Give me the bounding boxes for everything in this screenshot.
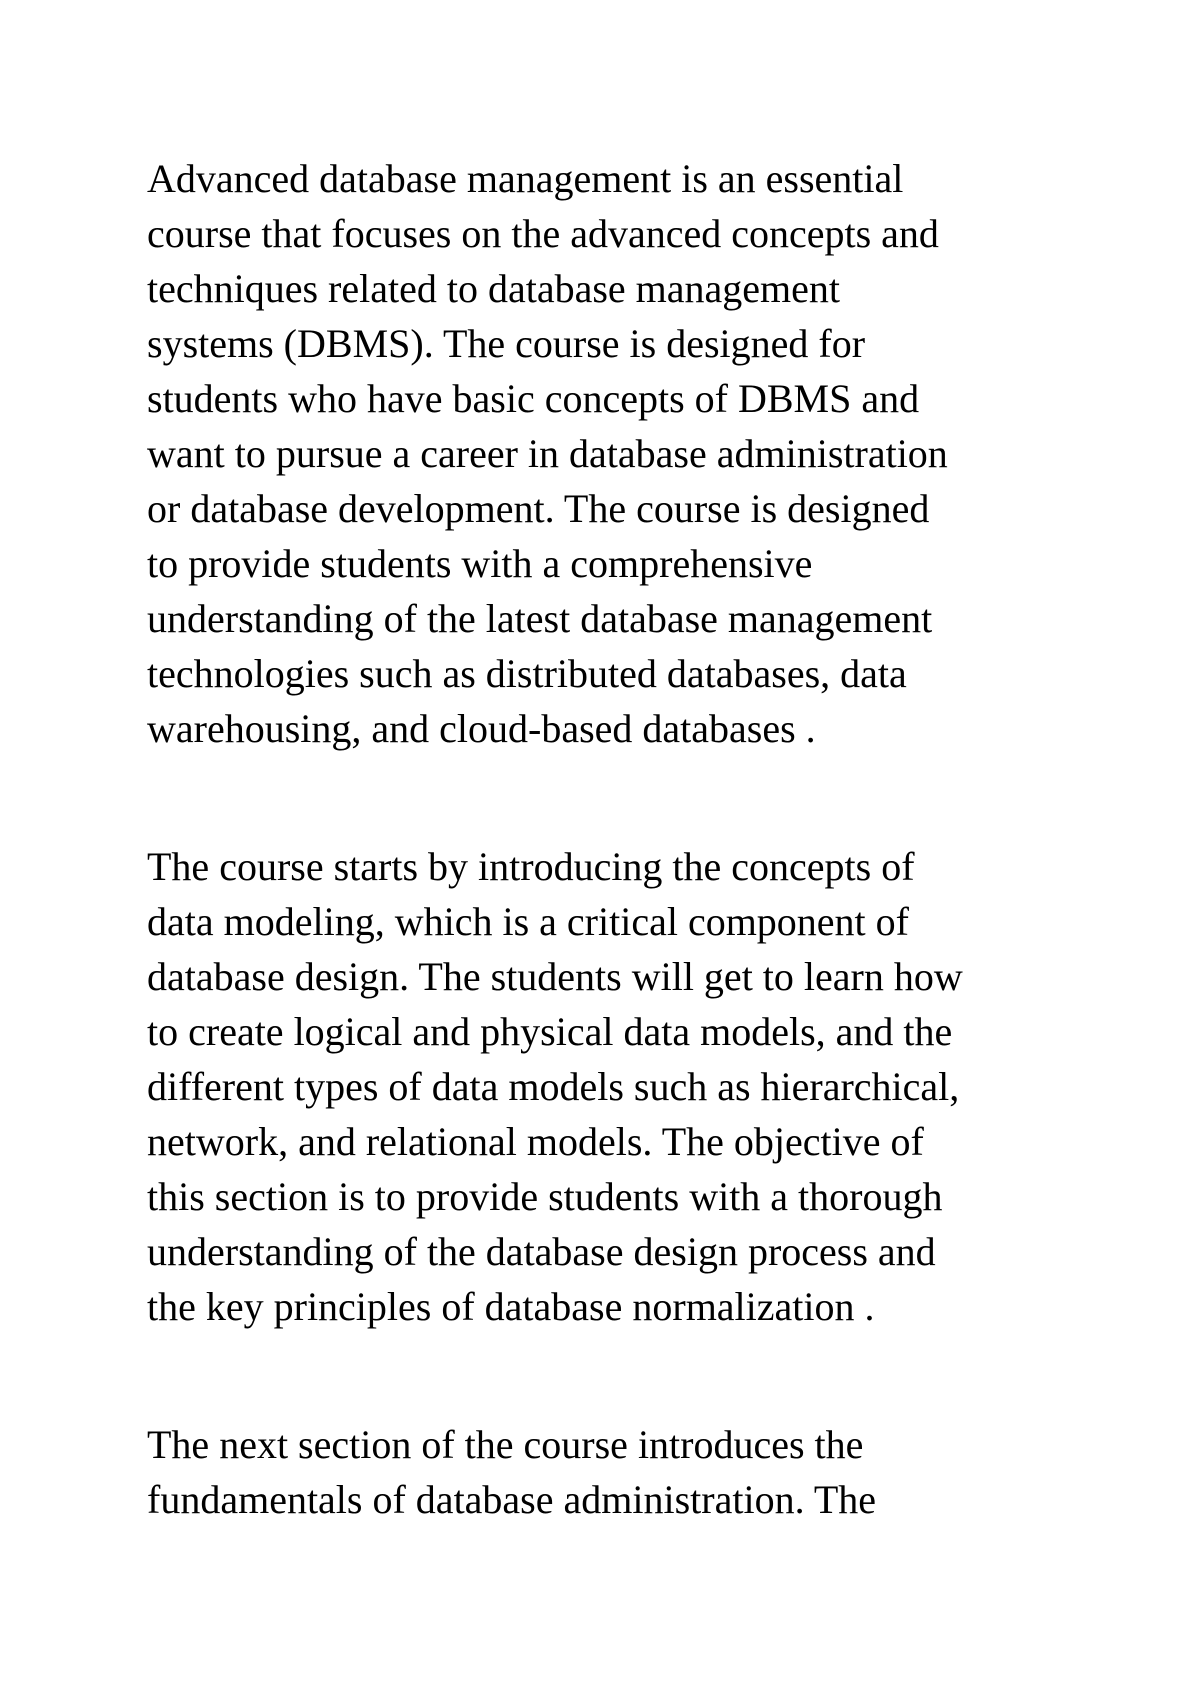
text-line: technologies such as distributed databases, data [147,651,907,696]
text-line: data modeling, which is a critical component of [147,899,909,944]
text-line: techniques related to database management [147,266,841,311]
text-line: or database development. The course is designed [147,486,930,531]
text-line: Advanced database management is an essential [147,156,904,201]
text-line: warehousing, and cloud-based databases . [147,706,816,751]
text-line: to provide students with a comprehensive [147,541,813,586]
text-line: course that focuses on the advanced concepts and [147,211,939,256]
text-line: different types of data models such as hierarchical, [147,1064,960,1109]
text-line: systems (DBMS). The course is designed for [147,321,866,366]
text-line: this section is to provide students with a thorough [147,1174,943,1219]
body-text [147,151,1087,1527]
text-line: understanding of the latest database management [147,596,933,641]
text-line: understanding of the database design process and [147,1229,936,1274]
text-line: network, and relational models. The objective of [147,1119,924,1164]
text-line: to create logical and physical data models, and the [147,1009,953,1054]
text-line: students who have basic concepts of DBMS and [147,376,920,421]
text-line: fundamentals of database administration. The [147,1477,877,1522]
text-line: database design. The students will get to learn how [147,954,963,999]
paragraph-2 [147,839,1087,1334]
text-line: The next section of the course introduces the [147,1422,864,1467]
text-line: the key principles of database normalization . [147,1284,875,1329]
text-line: The course starts by introducing the concepts of [147,844,915,889]
paragraph-3 [147,1417,1087,1527]
text-line: want to pursue a career in database administration [147,431,948,476]
paragraph-1 [147,151,1087,756]
